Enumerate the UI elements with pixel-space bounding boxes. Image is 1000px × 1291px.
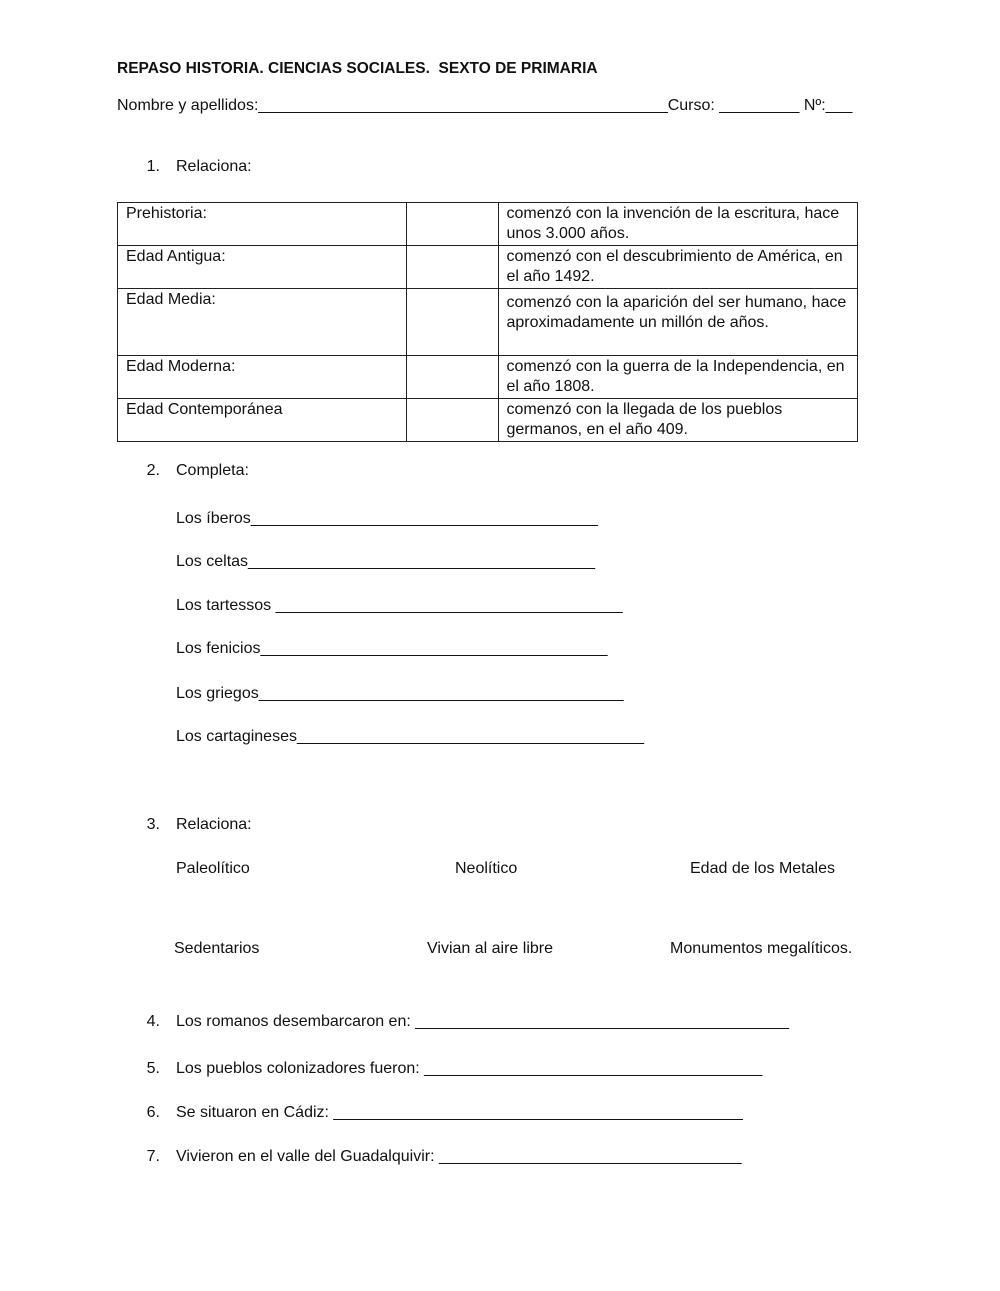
trait-megaliticos: Monumentos megalíticos. bbox=[670, 940, 853, 957]
complete-line-fenicios[interactable]: Los fenicios_______________________________________ bbox=[176, 640, 608, 657]
q3-number: 3. bbox=[146, 816, 160, 833]
table-row bbox=[118, 203, 858, 246]
q7-text[interactable]: Vivieron en el valle del Guadalquivir: __________________________________ bbox=[176, 1148, 742, 1165]
q6-number: 6. bbox=[146, 1104, 160, 1121]
table-row bbox=[118, 356, 858, 399]
trait-sedentarios: Sedentarios bbox=[174, 940, 260, 957]
table-cell-blank[interactable] bbox=[407, 203, 498, 246]
table-cell-description: comenzó con el descubrimiento de América, en el año 1492. bbox=[498, 246, 858, 289]
q3-prompt: Relaciona: bbox=[176, 816, 252, 833]
q2-prompt: Completa: bbox=[176, 462, 249, 479]
period-edad-metales: Edad de los Metales bbox=[690, 860, 835, 877]
table-cell-period: Edad Media: bbox=[118, 289, 407, 356]
complete-line-iberos[interactable]: Los íberos_______________________________________ bbox=[176, 510, 598, 527]
table-cell-blank[interactable] bbox=[407, 246, 498, 289]
q7-number: 7. bbox=[146, 1148, 160, 1165]
trait-aire-libre: Vivian al aire libre bbox=[427, 940, 553, 957]
q6-text[interactable]: Se situaron en Cádiz: ______________________________________________ bbox=[176, 1104, 743, 1121]
complete-line-celtas[interactable]: Los celtas_______________________________________ bbox=[176, 553, 596, 570]
table-cell-blank[interactable] bbox=[407, 399, 498, 442]
q4-number: 4. bbox=[146, 1013, 160, 1030]
table-cell-period: Edad Contemporánea bbox=[118, 399, 407, 442]
relation-table bbox=[117, 202, 858, 442]
complete-line-cartagineses[interactable]: Los cartagineses_______________________________________ bbox=[176, 728, 644, 745]
table-row bbox=[118, 399, 858, 442]
table-cell-blank[interactable] bbox=[407, 356, 498, 399]
table-row bbox=[118, 289, 858, 356]
table-cell-description: comenzó con la llegada de los pueblos germanos, en el año 409. bbox=[498, 399, 858, 442]
table-cell-period: Edad Antigua: bbox=[118, 246, 407, 289]
table-cell-description: comenzó con la aparición del ser humano, hace aproximadamente un millón de años. bbox=[498, 289, 858, 356]
q1-prompt: Relaciona: bbox=[176, 158, 252, 175]
table-cell-description: comenzó con la invención de la escritura, hace unos 3.000 años. bbox=[498, 203, 858, 246]
table-cell-description: comenzó con la guerra de la Independencia, en el año 1808. bbox=[498, 356, 858, 399]
table-row bbox=[118, 246, 858, 289]
q2-number: 2. bbox=[146, 462, 160, 479]
q5-text[interactable]: Los pueblos colonizadores fueron: ______________________________________ bbox=[176, 1060, 763, 1077]
q5-number: 5. bbox=[146, 1060, 160, 1077]
complete-line-griegos[interactable]: Los griegos_________________________________________ bbox=[176, 685, 624, 702]
complete-line-tartessos[interactable]: Los tartessos _______________________________________ bbox=[176, 597, 623, 614]
worksheet-title: REPASO HISTORIA. CIENCIAS SOCIALES. SEXTO DE PRIMARIA bbox=[117, 60, 598, 77]
q4-text[interactable]: Los romanos desembarcaron en: __________________________________________ bbox=[176, 1013, 789, 1030]
period-paleolitico: Paleolítico bbox=[176, 860, 250, 877]
name-course-line: Nombre y apellidos:______________________________________________Curso: _________ Nº:___ bbox=[117, 97, 853, 114]
table-cell-period: Prehistoria: bbox=[118, 203, 407, 246]
period-neolitico: Neolítico bbox=[455, 860, 518, 877]
table-cell-blank[interactable] bbox=[407, 289, 498, 356]
table-cell-period: Edad Moderna: bbox=[118, 356, 407, 399]
q1-number: 1. bbox=[146, 158, 160, 175]
